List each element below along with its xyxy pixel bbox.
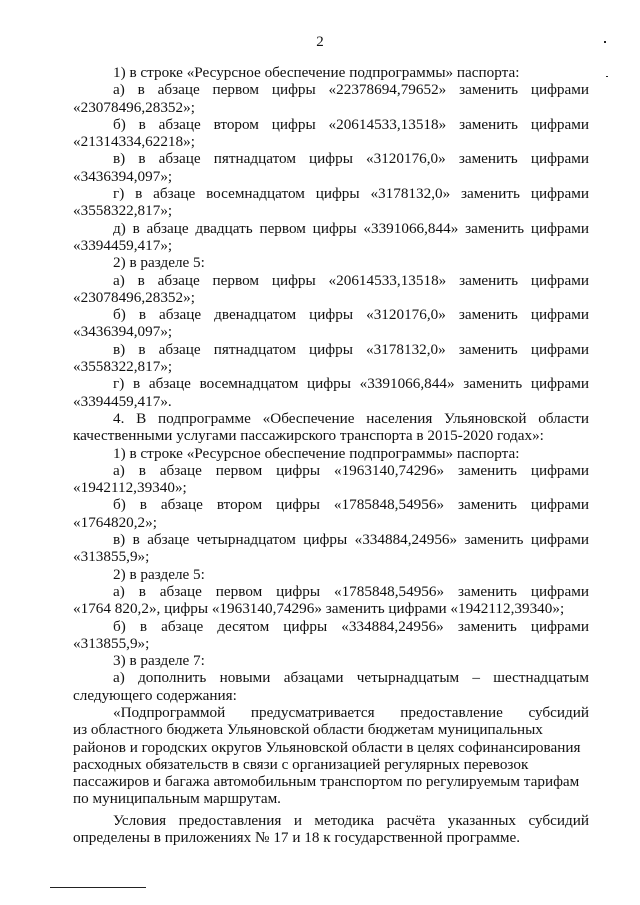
text-line: г) в абзаце восемнадцатом цифры «3391066,844» заменить цифрами (113, 375, 589, 393)
text-line: б) в абзаце двенадцатом цифры «3120176,0» заменить цифрами (113, 306, 589, 324)
text-line: следующего содержания: (73, 686, 237, 704)
text-line: а) дополнить новыми абзацами четырнадцатым – шестнадцатым (113, 669, 589, 687)
text-line: «1764820,2»; (73, 513, 157, 531)
text-line: «1942112,39340»; (73, 479, 187, 497)
text-line: в) в абзаце четырнадцатом цифры «334884,24956» заменить цифрами (113, 531, 589, 549)
text-line: «Подпрограммой предусматривается предоставление субсидий (113, 703, 589, 721)
text-line: г) в абзаце восемнадцатом цифры «3178132,0» заменить цифрами (113, 185, 589, 203)
text-line: в) в абзаце пятнадцатом цифры «3120176,0» заменить цифрами (113, 150, 589, 168)
text-line: «3436394,097»; (73, 167, 173, 185)
text-line: «3436394,097»; (73, 323, 173, 341)
text-line: из областного бюджета Ульяновской области бюджетам муниципальных (73, 721, 543, 739)
text-line: «313855,9»; (73, 548, 150, 566)
scan-mark-top (604, 41, 606, 43)
text-line: а) в абзаце первом цифры «1963140,74296» заменить цифрами (113, 461, 589, 479)
text-line: Условия предоставления и методика расчёта указанных субсидий (113, 811, 589, 829)
text-line: «21314334,62218»; (73, 133, 195, 151)
text-line: в) в абзаце пятнадцатом цифры «3178132,0» заменить цифрами (113, 340, 589, 358)
scan-mark-right (606, 76, 608, 77)
text-line: пассажиров и багажа автомобильным транспортом по регулируемым тарифам (73, 773, 580, 791)
text-line: по муниципальным маршрутам. (73, 790, 281, 808)
text-line: а) в абзаце первом цифры «22378694,79652» заменить цифрами (113, 81, 589, 99)
text-line: 4. В подпрограмме «Обеспечение населения Ульяновской области (113, 409, 589, 427)
text-line: качественными услугами пассажирского транспорта в 2015-2020 годах»: (73, 427, 544, 445)
text-line: «3394459,417». (73, 392, 172, 410)
text-line: 3) в разделе 7: (113, 652, 205, 670)
text-line: 1) в строке «Ресурсное обеспечение подпрограммы» паспорта: (113, 444, 520, 462)
text-line: «3558322,817»; (73, 202, 173, 220)
text-line: 2) в разделе 5: (113, 565, 205, 583)
text-line: «1764 820,2», цифры «1963140,74296» заменить цифрами «1942112,39340»; (73, 600, 565, 618)
text-line: 2) в разделе 5: (113, 254, 205, 272)
text-line: определены в приложениях № 17 и 18 к государственной программе. (73, 829, 521, 847)
document-body (73, 64, 589, 846)
text-line: б) в абзаце втором цифры «1785848,54956» заменить цифрами (113, 496, 589, 514)
text-line: б) в абзаце десятом цифры «334884,24956» заменить цифрами (113, 617, 589, 635)
text-line: д) в абзаце двадцать первом цифры «3391066,844» заменить цифрами (113, 219, 589, 237)
text-line: 1) в строке «Ресурсное обеспечение подпрограммы» паспорта: (113, 64, 520, 81)
text-line: районов и городских округов Ульяновской области в целях софинансирования (73, 738, 581, 756)
text-line: «23078496,28352»; (73, 288, 195, 306)
page-number: 2 (316, 34, 324, 50)
text-line: расходных обязательств в связи с организацией регулярных перевозок (73, 755, 529, 773)
text-line: «3558322,817»; (73, 358, 173, 376)
text-line: «23078496,28352»; (73, 98, 195, 116)
footer-rule (50, 887, 146, 888)
text-line: б) в абзаце втором цифры «20614533,13518» заменить цифрами (113, 115, 589, 133)
text-line: «313855,9»; (73, 634, 150, 652)
text-line: а) в абзаце первом цифры «20614533,13518» заменить цифрами (113, 271, 589, 289)
text-line: а) в абзаце первом цифры «1785848,54956» заменить цифрами (113, 582, 589, 600)
text-line: «3394459,417»; (73, 236, 173, 254)
